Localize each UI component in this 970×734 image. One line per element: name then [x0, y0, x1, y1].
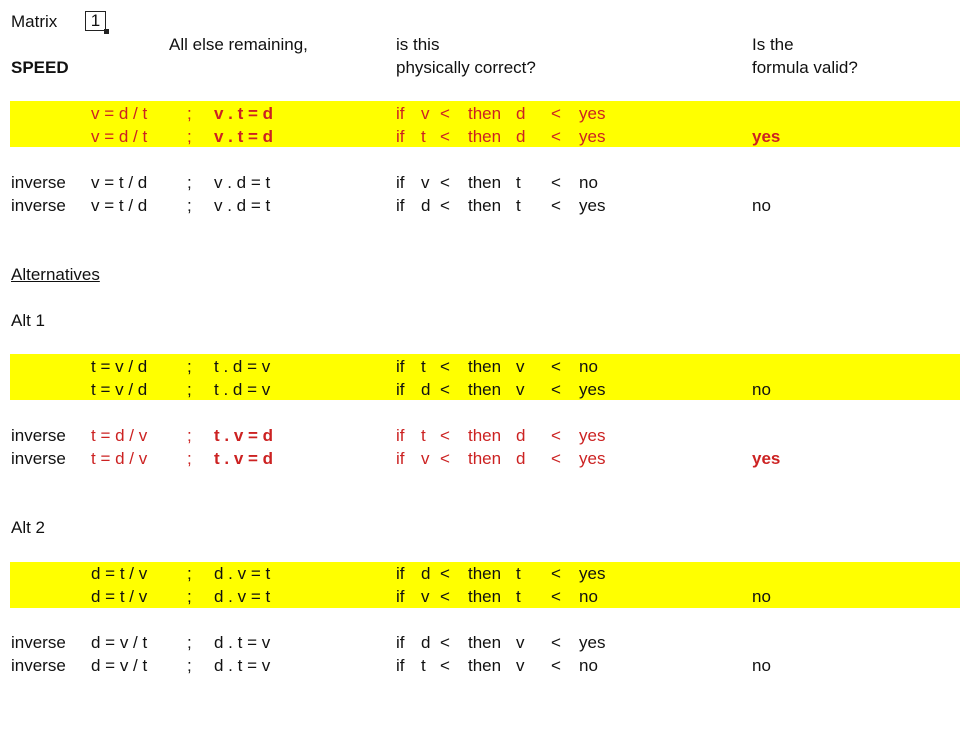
physically-correct-answer[interactable]: no [579, 173, 598, 192]
condition-variable[interactable]: d [421, 564, 431, 583]
result-variable[interactable]: d [516, 449, 526, 468]
condition-variable[interactable]: v [421, 449, 430, 468]
if-keyword[interactable]: if [396, 633, 405, 652]
if-keyword[interactable]: if [396, 173, 405, 192]
if-keyword[interactable]: if [396, 196, 405, 215]
condition-variable[interactable]: d [421, 380, 431, 399]
if-keyword[interactable]: if [396, 564, 405, 583]
formula-division[interactable]: v = d / t [91, 104, 148, 123]
less-than-symbol[interactable]: < [551, 173, 561, 192]
formula-division[interactable]: t = v / d [91, 380, 148, 399]
formula-division[interactable]: v = d / t [91, 127, 148, 146]
formula-division[interactable]: d = t / v [91, 564, 148, 583]
physically-correct-answer[interactable]: yes [579, 564, 606, 583]
formula-product[interactable]: d . t = v [214, 633, 271, 652]
less-than-symbol[interactable]: < [551, 587, 561, 606]
row-prefix[interactable]: inverse [11, 426, 66, 445]
less-than-symbol[interactable]: < [440, 104, 450, 123]
speed-title: SPEED [11, 58, 69, 77]
separator[interactable]: ; [187, 633, 192, 652]
table-row [0, 125, 970, 148]
result-variable[interactable]: t [516, 587, 521, 606]
result-variable[interactable]: d [516, 127, 526, 146]
result-variable[interactable]: t [516, 196, 521, 215]
formula-valid-answer[interactable]: no [752, 380, 771, 399]
table-row [0, 562, 970, 585]
if-keyword[interactable]: if [396, 587, 405, 606]
less-than-symbol[interactable]: < [440, 196, 450, 215]
formula-valid-answer[interactable]: yes [752, 449, 781, 468]
condition-variable[interactable]: v [421, 104, 430, 123]
formula-division[interactable]: t = d / v [91, 426, 148, 445]
formula-product[interactable]: t . v = d [214, 449, 274, 468]
formula-product[interactable]: d . v = t [214, 587, 271, 606]
separator[interactable]: ; [187, 564, 192, 583]
alternatives-heading: Alternatives [11, 265, 100, 284]
formula-product[interactable]: v . d = t [214, 196, 271, 215]
then-keyword[interactable]: then [468, 196, 502, 215]
physically-correct-answer[interactable]: yes [579, 127, 606, 146]
matrix-number-cell[interactable]: 1 [85, 11, 106, 31]
less-than-symbol[interactable]: < [440, 357, 450, 376]
then-keyword[interactable]: then [468, 587, 502, 606]
physically-correct-answer[interactable]: yes [579, 104, 606, 123]
formula-division[interactable]: v = t / d [91, 173, 148, 192]
less-than-symbol[interactable]: < [551, 196, 561, 215]
condition-variable[interactable]: v [421, 173, 430, 192]
column-header-physically-correct-line1: is this [396, 35, 440, 54]
then-keyword[interactable]: then [468, 633, 502, 652]
formula-valid-answer[interactable]: no [752, 656, 771, 675]
separator[interactable]: ; [187, 173, 192, 192]
physically-correct-answer[interactable]: yes [579, 196, 606, 215]
if-keyword[interactable]: if [396, 127, 405, 146]
physically-correct-answer[interactable]: no [579, 587, 598, 606]
less-than-symbol[interactable]: < [551, 127, 561, 146]
separator[interactable]: ; [187, 357, 192, 376]
formula-division[interactable]: d = v / t [91, 633, 148, 652]
matrix-label: Matrix [11, 12, 58, 31]
then-keyword[interactable]: then [468, 426, 502, 445]
then-keyword[interactable]: then [468, 449, 502, 468]
physically-correct-answer[interactable]: yes [579, 380, 606, 399]
less-than-symbol[interactable]: < [551, 656, 561, 675]
less-than-symbol[interactable]: < [440, 380, 450, 399]
less-than-symbol[interactable]: < [440, 449, 450, 468]
if-keyword[interactable]: if [396, 449, 405, 468]
formula-valid-answer[interactable]: no [752, 196, 771, 215]
row-prefix[interactable]: inverse [11, 656, 66, 675]
table-row [0, 424, 970, 447]
physically-correct-answer[interactable]: no [579, 357, 598, 376]
row-prefix[interactable]: inverse [11, 196, 66, 215]
condition-variable[interactable]: v [421, 587, 430, 606]
separator[interactable]: ; [187, 587, 192, 606]
if-keyword[interactable]: if [396, 426, 405, 445]
separator[interactable]: ; [187, 127, 192, 146]
result-variable[interactable]: v [516, 656, 525, 675]
formula-valid-answer[interactable]: yes [752, 127, 781, 146]
less-than-symbol[interactable]: < [551, 380, 561, 399]
table-row [0, 654, 970, 677]
formula-product[interactable]: t . d = v [214, 357, 271, 376]
separator[interactable]: ; [187, 104, 192, 123]
result-variable[interactable]: d [516, 426, 526, 445]
then-keyword[interactable]: then [468, 173, 502, 192]
result-variable[interactable]: t [516, 564, 521, 583]
less-than-symbol[interactable]: < [440, 633, 450, 652]
less-than-symbol[interactable]: < [551, 449, 561, 468]
result-variable[interactable]: v [516, 357, 525, 376]
formula-product[interactable]: t . v = d [214, 426, 274, 445]
then-keyword[interactable]: then [468, 104, 502, 123]
table-row [0, 447, 970, 470]
result-variable[interactable]: v [516, 633, 525, 652]
less-than-symbol[interactable]: < [440, 656, 450, 675]
table-row [0, 378, 970, 401]
then-keyword[interactable]: then [468, 656, 502, 675]
physically-correct-answer[interactable]: yes [579, 449, 606, 468]
condition-variable[interactable]: d [421, 633, 431, 652]
result-variable[interactable]: v [516, 380, 525, 399]
if-keyword[interactable]: if [396, 656, 405, 675]
if-keyword[interactable]: if [396, 380, 405, 399]
result-variable[interactable]: d [516, 104, 526, 123]
table-row [0, 102, 970, 125]
alt1-label: Alt 1 [11, 311, 46, 330]
formula-product[interactable]: d . v = t [214, 564, 271, 583]
formula-division[interactable]: v = t / d [91, 196, 148, 215]
separator[interactable]: ; [187, 426, 192, 445]
then-keyword[interactable]: then [468, 380, 502, 399]
table-row [0, 585, 970, 608]
formula-division[interactable]: t = d / v [91, 449, 148, 468]
formula-division[interactable]: t = v / d [91, 357, 148, 376]
separator[interactable]: ; [187, 449, 192, 468]
condition-variable[interactable]: t [421, 656, 426, 675]
table-row [0, 194, 970, 217]
table-row [0, 355, 970, 378]
formula-product[interactable]: v . t = d [214, 127, 274, 146]
formula-product[interactable]: t . d = v [214, 380, 271, 399]
condition-variable[interactable]: t [421, 357, 426, 376]
column-header-formula-valid-line2: formula valid? [752, 58, 858, 77]
less-than-symbol[interactable]: < [440, 127, 450, 146]
less-than-symbol[interactable]: < [440, 173, 450, 192]
formula-division[interactable]: d = v / t [91, 656, 148, 675]
formula-product[interactable]: d . t = v [214, 656, 271, 675]
table-row [0, 631, 970, 654]
separator[interactable]: ; [187, 380, 192, 399]
condition-variable[interactable]: t [421, 426, 426, 445]
if-keyword[interactable]: if [396, 104, 405, 123]
cell-fill-handle[interactable] [104, 29, 109, 34]
row-prefix[interactable]: inverse [11, 449, 66, 468]
less-than-symbol[interactable]: < [551, 426, 561, 445]
alt2-label: Alt 2 [11, 518, 46, 537]
less-than-symbol[interactable]: < [551, 357, 561, 376]
then-keyword[interactable]: then [468, 564, 502, 583]
separator[interactable]: ; [187, 196, 192, 215]
formula-product[interactable]: v . t = d [214, 104, 274, 123]
result-variable[interactable]: t [516, 173, 521, 192]
then-keyword[interactable]: then [468, 127, 502, 146]
less-than-symbol[interactable]: < [440, 564, 450, 583]
less-than-symbol[interactable]: < [551, 633, 561, 652]
condition-variable[interactable]: t [421, 127, 426, 146]
column-header-physically-correct-line2: physically correct? [396, 58, 536, 77]
then-keyword[interactable]: then [468, 357, 502, 376]
condition-variable[interactable]: d [421, 196, 431, 215]
less-than-symbol[interactable]: < [551, 564, 561, 583]
table-row [0, 171, 970, 194]
formula-product[interactable]: v . d = t [214, 173, 271, 192]
physically-correct-answer[interactable]: yes [579, 426, 606, 445]
separator[interactable]: ; [187, 656, 192, 675]
if-keyword[interactable]: if [396, 357, 405, 376]
formula-valid-answer[interactable]: no [752, 587, 771, 606]
column-header-all-else: All else remaining, [169, 35, 308, 54]
row-prefix[interactable]: inverse [11, 173, 66, 192]
formula-division[interactable]: d = t / v [91, 587, 148, 606]
column-header-formula-valid-line1: Is the [752, 35, 794, 54]
less-than-symbol[interactable]: < [440, 426, 450, 445]
less-than-symbol[interactable]: < [551, 104, 561, 123]
physically-correct-answer[interactable]: yes [579, 633, 606, 652]
physically-correct-answer[interactable]: no [579, 656, 598, 675]
row-prefix[interactable]: inverse [11, 633, 66, 652]
less-than-symbol[interactable]: < [440, 587, 450, 606]
